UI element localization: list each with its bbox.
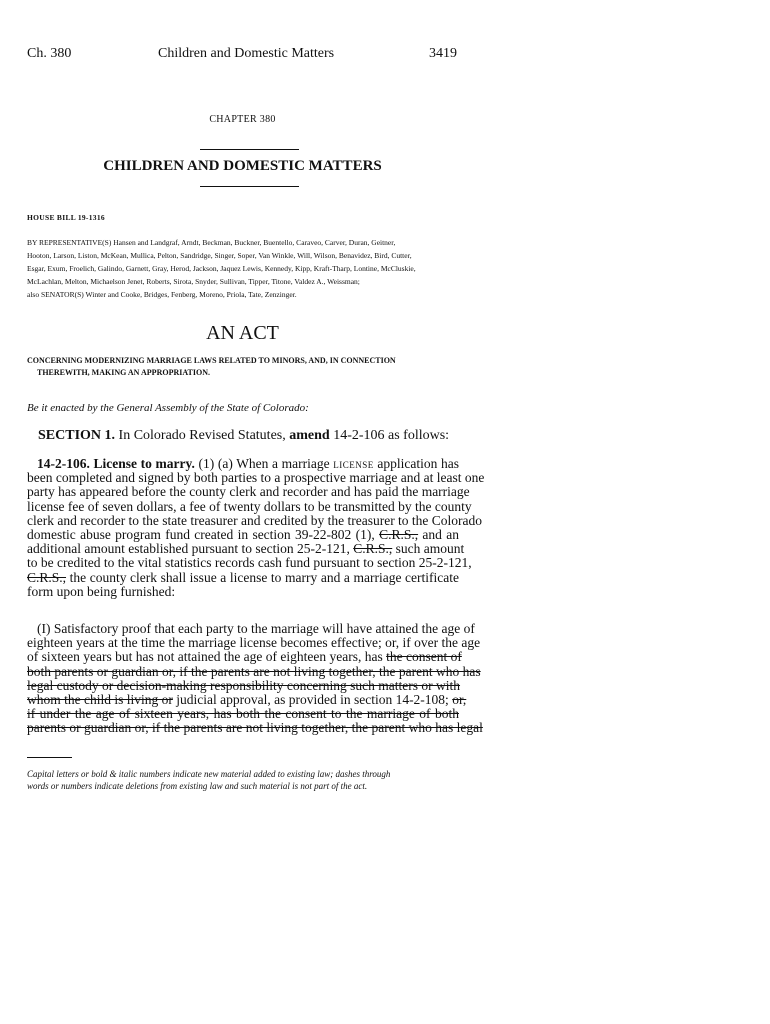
text-line: form upon being furnished: (27, 583, 176, 599)
section-label: SECTION 1. (38, 428, 116, 443)
statute-paragraph-1 (27, 456, 485, 599)
deleted-text-line: both parents or guardian or, if the parents are not living together, the parent who has (27, 663, 481, 679)
sponsors-line: BY REPRESENTATIVE(S) Hansen and Landgraf, Arndt, Beckman, Buckner, Buentello, Caraveo, Carver, Duran, Geitner, (27, 238, 396, 247)
title-rule-top (200, 149, 299, 150)
section-text: In Colorado Revised Statutes, (115, 428, 290, 443)
text-span: (I) Satisfactory proof that each party to the marriage will have attained the age of (37, 621, 475, 636)
text-line: license fee of seven dollars, a fee of twenty dollars to be transmitted by the county (27, 498, 472, 514)
page-number: 3419 (429, 46, 457, 61)
text-line (27, 691, 467, 707)
deleted-text: the consent of (386, 649, 462, 665)
title-rule-bottom (200, 186, 299, 187)
act-caption-line: THEREWITH, MAKING AN APPROPRIATION. (37, 368, 210, 377)
sponsors-line: also SENATOR(S) Winter and Cooke, Bridges, Fenberg, Moreno, Priola, Tate, Zenzinger. (27, 290, 297, 299)
deleted-text: C.R.S., (379, 526, 419, 542)
text-line: eighteen years at the time the marriage license becomes effective; or, if over the age (27, 635, 481, 651)
bill-number: HOUSE BILL 19-1316 (27, 213, 105, 222)
sponsors-list (27, 236, 459, 301)
text-span: and an (418, 526, 460, 542)
section-text: 14-2-106 as follows: (329, 428, 450, 443)
deleted-text-line: if under the age of sixteen years, has both the consent to the marriage of both (27, 706, 459, 722)
text-line (27, 649, 462, 665)
sponsors-line: Hooton, Larson, Liston, McKean, Mullica, Pelton, Sandridge, Singer, Soper, Van Winkle, Will, Wilson, Benavidez, Bird, Cutter, (27, 251, 412, 260)
footnote (27, 768, 459, 792)
text-line: party has appeared before the county clerk and recorder and has paid the marriage (27, 484, 470, 500)
footnote-rule (27, 757, 72, 758)
running-header-chapter: Ch. 380 (27, 46, 72, 61)
deleted-text: whom the child is living or (27, 691, 173, 707)
text-line (27, 457, 459, 471)
text-span: the county clerk shall issue a license to marry and a marriage certificate (66, 569, 459, 585)
running-header-title: Children and Domestic Matters (158, 46, 335, 61)
act-caption-line: CONCERNING MODERNIZING MARRIAGE LAWS RELATED TO MINORS, AND, IN CONNECTION (27, 356, 396, 365)
sponsors-line: McLachlan, Melton, Michaelson Jenet, Roberts, Sirota, Snyder, Sullivan, Tipper, Titone, Valdez A., Weissman; (27, 277, 360, 286)
section-amend: amend (289, 428, 330, 443)
deleted-text-line: legal custody or decision-making responsibility concerning such matters or with (27, 677, 461, 693)
statute-paragraph-2 (27, 621, 483, 736)
text-span: of sixteen years but has not attained the age of eighteen years, has (27, 649, 387, 665)
text-span: such amount (392, 541, 465, 557)
text-line: to be credited to the vital statistics records cash fund pursuant to section 25-2-121, (27, 555, 472, 571)
text-line: clerk and recorder to the state treasurer and credited by the treasurer to the Colorado (27, 512, 483, 528)
footnote-line: words or numbers indicate deletions from existing law and such material is not part of the act. (27, 781, 368, 791)
text-line (27, 571, 459, 585)
text-span: domestic abuse program fund created in section 39-22-802 (1), (27, 526, 380, 542)
text-line (27, 528, 459, 542)
deleted-text: C.R.S., (353, 541, 393, 557)
section-heading (38, 428, 449, 444)
text-span: judicial approval, as provided in section 14-2-108; (172, 691, 453, 707)
text-span: (1) (a) When a marriage (194, 456, 334, 471)
act-caption (27, 355, 459, 379)
new-material-smallcaps: LICENSE (333, 460, 374, 470)
deleted-text: C.R.S., (27, 569, 67, 585)
deleted-text-line: parents or guardian or, if the parents are not living together, the parent who has legal (27, 720, 483, 736)
act-heading: AN ACT (206, 322, 279, 344)
text-line: been completed and signed by both parties to a prospective marriage and at least one (27, 470, 485, 486)
statute-heading: 14-2-106. License to marry. (37, 456, 195, 471)
text-line (27, 541, 465, 557)
footnote-line: Capital letters or bold & italic numbers indicate new material added to existing law; dashes through (27, 769, 391, 779)
enacting-clause: Be it enacted by the General Assembly of the State of Colorado: (27, 402, 309, 414)
chapter-label: CHAPTER 380 (209, 114, 276, 125)
deleted-text: or, (452, 691, 467, 707)
text-span: additional amount established pursuant to section 25-2-121, (27, 541, 354, 557)
text-span: application has (373, 456, 459, 471)
text-line (27, 621, 475, 636)
chapter-title: CHILDREN AND DOMESTIC MATTERS (103, 158, 382, 174)
sponsors-line: Esgar, Exum, Froelich, Galindo, Garnett, Gray, Herod, Jackson, Jaquez Lewis, Kennedy, Kipp, Kraft-Tharp, Lontine, McCluskie, (27, 264, 416, 273)
